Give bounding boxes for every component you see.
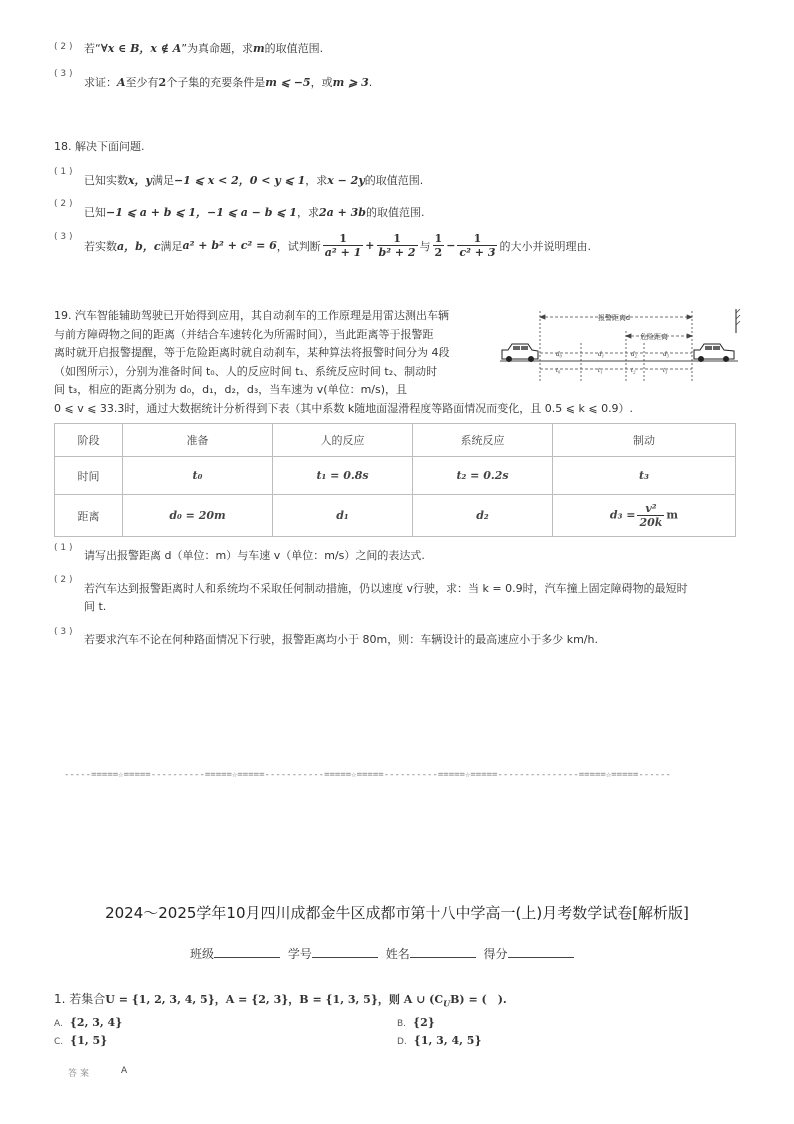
table-header-cell: 人的反应 bbox=[273, 424, 413, 457]
table-row bbox=[55, 457, 736, 495]
q19-stem-line6: 0 ⩽ v ⩽ 33.3时，通过大数据统计分析得到下表（其中系数 k随地面湿滑程度等路面情况而变化，且 0.5 ⩽ k ⩽ 0.9）. bbox=[54, 402, 634, 415]
d3-label: d₃ bbox=[663, 350, 669, 358]
q19-p1-text: 请写出报警距离 d（单位：m）与车速 v（单位：m/s）之间的表达式. bbox=[84, 549, 425, 562]
table-row bbox=[55, 495, 736, 537]
q19-p2-number: ( 2 ) bbox=[54, 575, 73, 585]
section-divider: -----=====☆=====----------=====☆=====-----------=====☆=====----------=====☆=====---------------=====☆=====------ bbox=[64, 770, 671, 780]
q1-stem: 1. 若集合U = {1, 2, 3, 4, 5}，A = {2, 3}，B = {1, 3, 5}，则 A ∪ $(C_UB)$ = ( ). bbox=[54, 992, 507, 1009]
q18-p2-number: ( 2 ) bbox=[54, 199, 73, 209]
option-a[interactable]: A. {2, 3, 4} bbox=[54, 1016, 123, 1029]
q19-p1-number: ( 1 ) bbox=[54, 543, 73, 553]
table-header-row bbox=[55, 424, 736, 457]
d1-label: d₁ bbox=[598, 350, 604, 358]
class-blank[interactable] bbox=[214, 945, 280, 958]
table-cell: 距离 bbox=[55, 495, 123, 537]
q19-stem: 19. 汽车智能辅助驾驶已开始得到应用，其自动刹车的工作原理是用雷达测出车辆 与前方障碍物之间的距离（并结合车速转化为所需时间），当此距离等于报警距 离时就开启报警提醒，等于危险距离时就自动刹车，某种算法将报警时间分为 4段 （如图所示），分别为准备时间 t₀、人的反应时间 t₁、系统反应时间 t₂、制动时 间 t₃，相应的距离分别为 d₀，d₁，d₂，d₃，当车速为 v(单位：m/s)，且 bbox=[54, 309, 450, 396]
name-blank[interactable] bbox=[410, 945, 476, 958]
score-blank[interactable] bbox=[508, 945, 574, 958]
d2-label: d₂ bbox=[631, 350, 637, 358]
q17-p2-text: 若“∀x ∈ B，x ∉ A”为真命题，求m的取值范围. bbox=[84, 42, 324, 55]
table-cell: d₁ bbox=[273, 495, 413, 537]
student-id-blank[interactable] bbox=[312, 945, 378, 958]
option-b[interactable]: B. {2} bbox=[397, 1016, 435, 1029]
option-d[interactable]: D. {1, 3, 4, 5} bbox=[397, 1034, 482, 1047]
danger-distance-label: 危险距离 bbox=[640, 334, 668, 341]
q17-p3-text: 求证：A至少有2个子集的充要条件是m ⩽ −5，或m ⩾ 3. bbox=[84, 76, 373, 89]
answer-label: 答案 bbox=[68, 1069, 93, 1079]
fraction-3: $\frac{1}{2}$ bbox=[434, 232, 443, 259]
q17-p2-number: ( 2 ) bbox=[54, 42, 73, 52]
t0-label: t₀ bbox=[556, 366, 561, 374]
table-header-cell: 系统反应 bbox=[413, 424, 553, 457]
q17-p3-number: ( 3 ) bbox=[54, 69, 73, 79]
table-cell: t₁ = 0.8s bbox=[273, 457, 413, 495]
alarm-distance-label: 报警距离d bbox=[598, 315, 630, 322]
table-cell: d₂ bbox=[413, 495, 553, 537]
car-right-icon bbox=[694, 344, 734, 362]
table-cell: d₀ = 20m bbox=[123, 495, 273, 537]
answer-value: A bbox=[121, 1066, 128, 1076]
q18-p2-text: 已知−1 ⩽ a + b ⩽ 1，−1 ⩽ a − b ⩽ 1，求2a + 3b的取值范围. bbox=[84, 206, 425, 219]
table-cell: t₂ = 0.2s bbox=[413, 457, 553, 495]
table-cell: 时间 bbox=[55, 457, 123, 495]
d3-fraction: $\frac{\text{v²}}{20k}$ bbox=[639, 502, 663, 529]
fraction-2: $\frac{1}{\text{b² + 2}}$ bbox=[378, 232, 416, 259]
table-header-cell: 阶段 bbox=[55, 424, 123, 457]
q18-p1-text: 已知实数x，y满足−1 ⩽ x < 2，0 < y ⩽ 1，求x − 2y的取值范围. bbox=[84, 174, 424, 187]
stats-table bbox=[54, 423, 736, 537]
page-title: 2024～2025学年10月四川成都金牛区成都市第十八中学高一(上)月考数学试卷[解析版] bbox=[105, 904, 689, 922]
d0-label: d₀ bbox=[556, 350, 562, 358]
q19-p3-number: ( 3 ) bbox=[54, 627, 73, 637]
t3-label: t₃ bbox=[663, 366, 668, 374]
table-header-cell: 准备 bbox=[123, 424, 273, 457]
q18-p3-number: ( 3 ) bbox=[54, 232, 73, 242]
t2-label: t₂ bbox=[631, 366, 636, 374]
student-info-fields: 班级 学号 姓名 得分 bbox=[190, 945, 578, 962]
q18-p1-number: ( 1 ) bbox=[54, 167, 73, 177]
table-cell-d3: d₃ = $\frac{\text{v²}}{20k}$ m bbox=[553, 495, 736, 537]
q19-p3-text: 若要求汽车不论在何种路面情况下行驶，报警距离均小于 80m，则：车辆设计的最高速应小于多少 km/h. bbox=[84, 633, 598, 646]
q19-p2-text: 若汽车达到报警距离时人和系统均不采取任何制动措施，仍以速度 v行驶，求：当 k = 0.9时，汽车撞上固定障碍物的最短时 间 t. bbox=[84, 582, 688, 613]
table-cell: t₀ bbox=[123, 457, 273, 495]
car-left-icon bbox=[502, 344, 538, 362]
table-header-cell: 制动 bbox=[553, 424, 736, 457]
fraction-1: $\frac{1}{\text{a² + 1}}$ bbox=[324, 232, 362, 259]
q18-title: 18. 解决下面问题. bbox=[54, 140, 145, 153]
q18-p3-text: 若实数 a，b，c 满足 a² + b² + c² = 6 ，试判断 $\frac{1}{\text{a² + 1}}$ + $\frac{1}{\text{b² + 2}}$ 与 $\frac{1}{2}$ − $\frac{1}{\text{c² + 3}}$ 的大小并说明理由. bbox=[84, 232, 591, 259]
t1-label: t₁ bbox=[598, 366, 603, 374]
table-cell: t₃ bbox=[553, 457, 736, 495]
braking-distance-diagram bbox=[498, 303, 744, 383]
fraction-4: $\frac{1}{\text{c² + 3}}$ bbox=[459, 232, 496, 259]
option-c[interactable]: C. {1, 5} bbox=[54, 1034, 108, 1047]
